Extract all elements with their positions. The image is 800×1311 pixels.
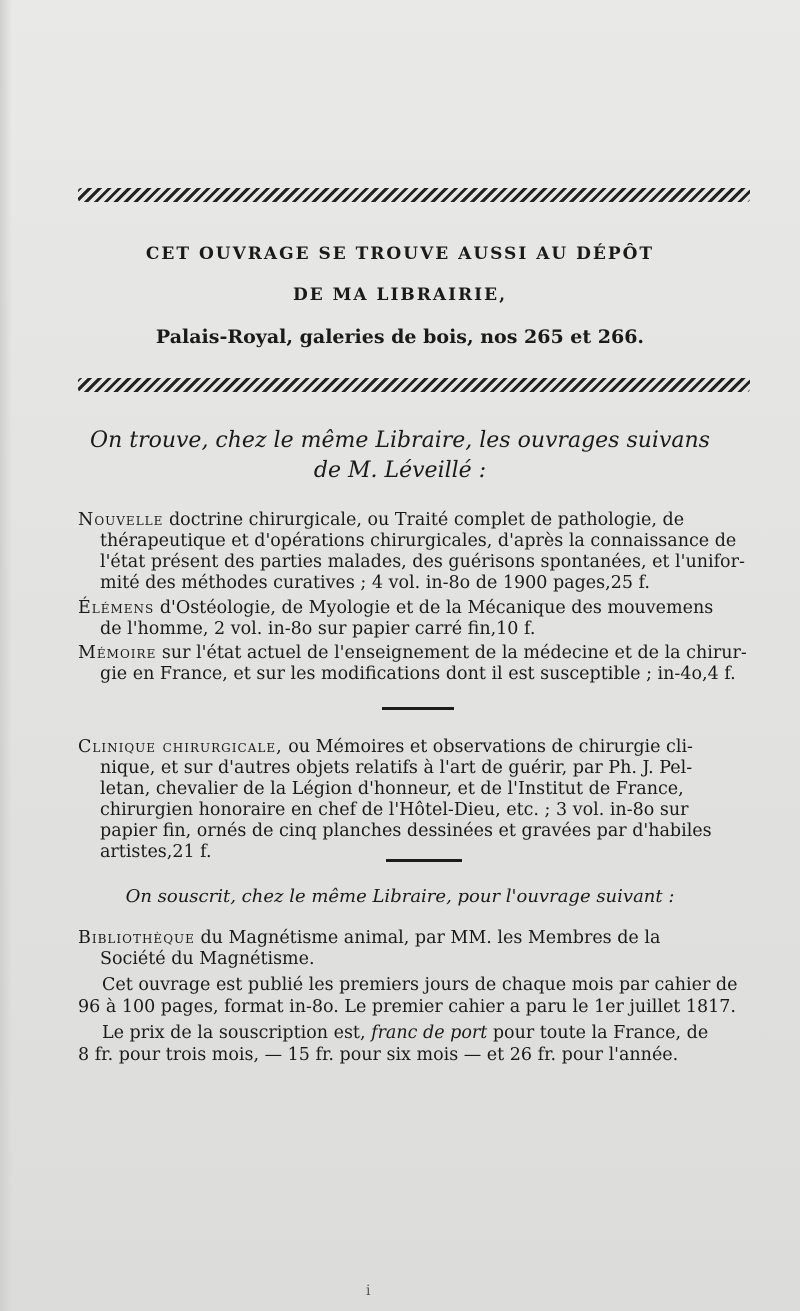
header-line-2: DE MA LIBRAIRIE,	[292, 285, 508, 305]
paragraph-text: Le prix de la souscription est,	[102, 1023, 372, 1043]
entry-text: chirurgien honoraire en chef de l'Hôtel-Dieu, etc. ; 3 vol. in-8o sur	[100, 800, 689, 820]
header-address: Palais-Royal, galeries de bois, nos 265 et 266.	[155, 326, 645, 348]
ornamental-border-top	[78, 188, 750, 202]
entry-text: de l'homme, 2 vol. in-8o sur papier carré fin,	[100, 619, 497, 639]
paragraph-text: Cet ouvrage est publié les premiers jours de chaque mois par cahier de	[102, 975, 738, 995]
entry-text: letan, chevalier de la Légion d'honneur, et de l'Institut de France,	[100, 779, 684, 799]
entry-clinique-chirurgicale	[78, 737, 754, 863]
paragraph-text: 8 fr. pour trois mois, — 15 fr. pour six mois — et 26 fr. pour l'année.	[78, 1045, 679, 1065]
subscription-heading: On souscrit, chez le même Libraire, pour l'ouvrage suivant :	[125, 886, 675, 907]
entry-text: papier fin, ornés de cinq planches dessinées et gravées par d'habiles	[100, 821, 712, 841]
ornamental-border-bottom	[78, 378, 750, 392]
entry-text: du Magnétisme animal, par MM. les Membres de la	[194, 928, 661, 948]
entry-elemens-osteologie	[78, 598, 754, 640]
section-rule-2	[386, 859, 462, 862]
paragraph-emphasis: franc de port	[371, 1023, 488, 1043]
entry-lead: Mémoire	[78, 643, 157, 663]
entry-price: 25 f.	[610, 573, 650, 593]
entry-text: mité des méthodes curatives ; 4 vol. in-8o de 1900 pages,	[100, 573, 611, 593]
paragraph-subscription-price	[78, 1022, 754, 1066]
paragraph-publication	[78, 974, 754, 1018]
entry-price: 4 f.	[707, 664, 736, 684]
entry-text: d'Ostéologie, de Myologie et de la Mécanique des mouvemens	[154, 598, 714, 618]
entry-text: doctrine chirurgicale, ou Traité complet de pathologie, de	[163, 510, 685, 530]
entry-text: nique, et sur d'autres objets relatifs à l'art de guérir, par Ph. J. Pel-	[100, 758, 693, 778]
entry-text: artistes,	[100, 842, 173, 862]
entry-text: sur l'état actuel de l'enseignement de la médecine et de la chirur-	[156, 643, 747, 663]
section-rule-1	[382, 707, 454, 710]
entry-bibliotheque	[78, 928, 754, 970]
entry-lead: Bibliothèque	[78, 928, 195, 948]
header-line-1: CET OUVRAGE SE TROUVE AUSSI AU DÉPÔT	[145, 244, 655, 264]
entry-memoire	[78, 643, 754, 685]
paragraph-text: pour toute la France, de	[487, 1023, 709, 1043]
heading-line-2: de M. Léveillé :	[313, 458, 487, 483]
footer-mark: i	[366, 1283, 371, 1299]
entry-price: 21 f.	[172, 842, 212, 862]
paragraph-text: 96 à 100 pages, format in-8o. Le premier cahier a paru le 1er juillet 1817.	[78, 997, 736, 1017]
entry-text: gie en France, et sur les modifications dont il est susceptible ; in-4o,	[100, 664, 708, 684]
entry-price: 10 f.	[496, 619, 536, 639]
entry-nouvelle-doctrine	[78, 510, 754, 594]
entry-text: ou Mémoires et observations de chirurgie cli-	[282, 737, 693, 757]
entry-text: thérapeutique et d'opérations chirurgicales, d'après la connaissance de	[100, 531, 737, 551]
entry-lead: Élémens	[78, 598, 155, 618]
page-edge-shadow	[0, 0, 12, 1311]
entry-lead: Clinique chirurgicale,	[78, 737, 283, 757]
entry-text: Société du Magnétisme.	[100, 949, 315, 969]
entry-lead: Nouvelle	[78, 510, 164, 530]
heading-line-1: On trouve, chez le même Libraire, les ouvrages suivans	[90, 428, 710, 453]
entry-text: l'état présent des parties malades, des guérisons spontanées, et l'unifor-	[100, 552, 745, 572]
